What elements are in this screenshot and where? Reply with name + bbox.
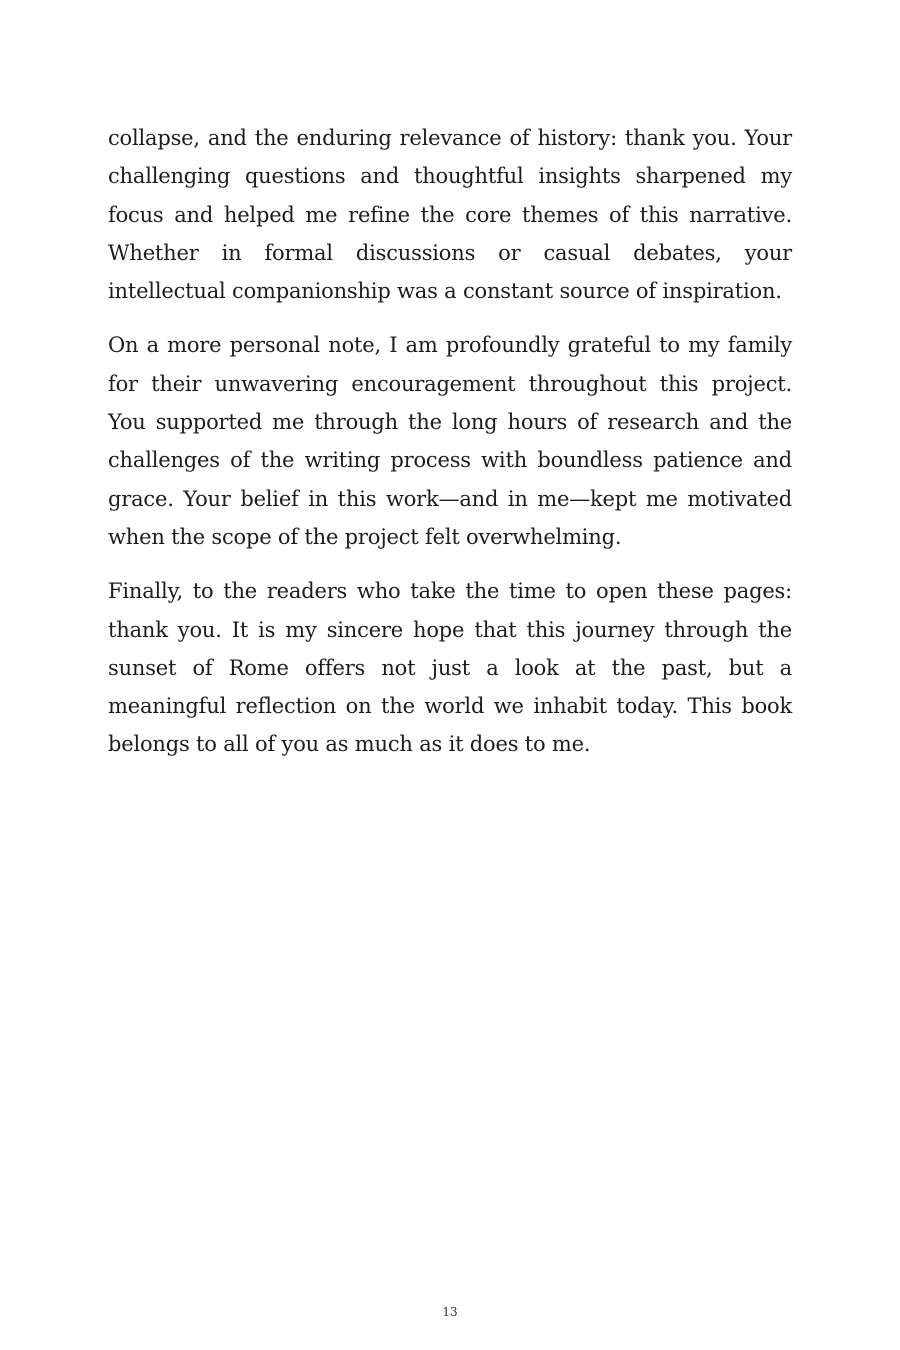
body-text	[108, 119, 792, 780]
page-number: 13	[442, 1305, 458, 1319]
paragraph-continued-acknowledgment: collapse, and the enduring relevance of history: thank you. Your challenging questions and thoughtful insights sharpened my focus and helped me refine the core themes of this narrative. Whether in formal discussions or casual debates, your intellectual companionship was a constant source of inspiration.	[108, 126, 792, 304]
paragraph-readers-acknowledgment: Finally, to the readers who take the time to open these pages: thank you. It is my sincere hope that this journey through the sunset of Rome offers not just a look at the past, but a meaningful reflection on the world we inhabit today. This book belongs to all of you as much as it does to me.	[108, 579, 792, 757]
paragraph-family-acknowledgment: On a more personal note, I am profoundly grateful to my family for their unwavering encouragement throughout this project. You supported me through the long hours of research and the challenges of the writing process with boundless patience and grace. Your belief in this work—and in me—kept me motivated when the scope of the project felt overwhelming.	[108, 333, 792, 549]
